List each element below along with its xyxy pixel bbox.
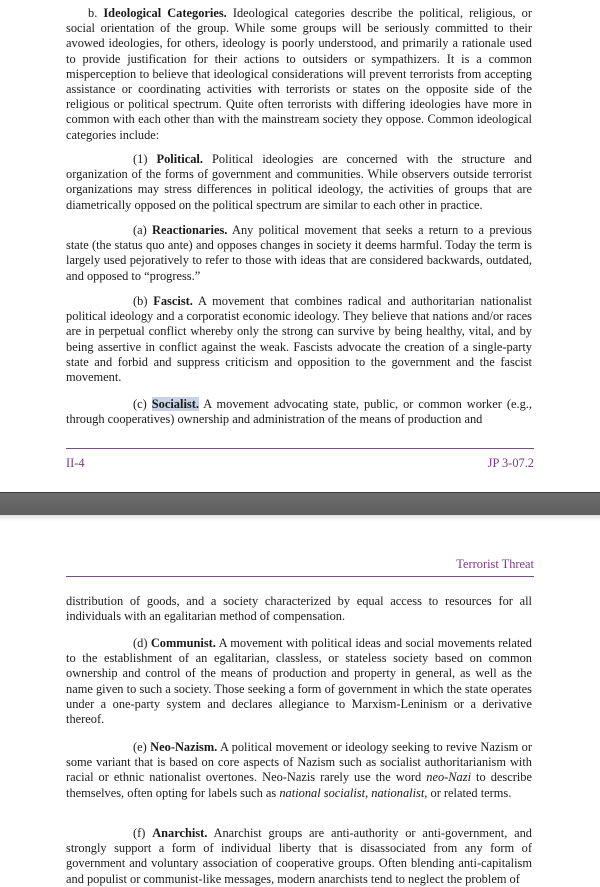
paragraph-heading-highlighted: Socialist. xyxy=(151,397,199,411)
paragraph-anarchist xyxy=(66,826,532,887)
paragraph-heading: Anarchist. xyxy=(152,826,208,840)
paragraph-communist xyxy=(66,636,532,727)
italic-term: nationalist xyxy=(371,785,425,800)
paragraph-number: (1) xyxy=(133,152,148,166)
paragraph-text: Ideological categories describe the political, religious, or social orientation of the group. While some groups will be seriously committed to their avowed ideologies, for others, ideology is poorly understood, and primarily a rationale used to provide justification for their actions to outsiders or sympathizers. It is a common misperception to believe that ideological considerations will prevent terrorists from accepting assistance or coordinating activities with terrorists or states on the opposite side of the religious or political spectrum. Quite often terrorists with differing ideologies have more in common with each other than with the mainstream society they oppose. Common ideological categories include: xyxy=(66,6,532,142)
paragraph-heading: Fascist. xyxy=(153,294,193,308)
page-shadow xyxy=(0,515,600,521)
paragraph-number: (a) xyxy=(133,223,147,237)
page-number: II-4 xyxy=(66,456,85,470)
paragraph-text: A movement advocating state, public, or common worker (e.g., through cooperatives) ownership and administration of the means of production and xyxy=(66,397,532,427)
paragraph-fascist xyxy=(66,294,532,385)
paragraph-number: (c) xyxy=(133,397,147,411)
paragraph-heading: Political. xyxy=(156,152,203,166)
running-header: Terrorist Threat xyxy=(456,557,534,571)
paragraph-text: to describe themselves, often opting for labels such as xyxy=(66,770,532,800)
paragraph-heading: Ideological Categories. xyxy=(103,6,227,20)
paragraph-number: (d) xyxy=(133,636,148,650)
paragraph-heading: Neo-Nazism. xyxy=(150,740,218,754)
paragraph-political xyxy=(66,152,532,213)
italic-term: national socialist xyxy=(279,785,366,800)
paragraph-text: A political movement or ideology seeking to revive Nazism or some variant that is based on core aspects of Nazism such as socialist authoritarianism with racial or ethnic nationalist overtones. Neo-Nazis rarely use the word xyxy=(66,740,532,785)
paragraph-text: Anarchist groups are anti-authority or anti-government, and strongly support a form of individual liberty that is disassociated from any form of government and voluntary association of cooperative groups. Often blending anti-capitalism and populist or communist-like messages, modern anarchists tend to neglect the problem of xyxy=(66,826,532,886)
paragraph-text: , or related terms. xyxy=(424,785,512,800)
paragraph-socialist xyxy=(66,397,532,427)
footer-rule xyxy=(66,448,534,449)
paragraph-text: distribution of goods, and a society characterized by equal access to resources for all individuals with an egalitarian method of compensation. xyxy=(66,594,532,624)
italic-term: neo-Nazi xyxy=(426,770,472,785)
paragraph-text: , xyxy=(365,785,372,800)
paragraph-text: A movement with political ideas and social movements related to the establishment of an egalitarian, classless, or stateless society based on common ownership and control of the means of production and property in general, as well as the name given to such a society. Those seeking a form of government in which the state operates under a one-party system and declares allegiance to Marxism-Leninism or a derivative thereof. xyxy=(66,636,532,727)
paragraph-number: (e) xyxy=(133,740,147,754)
paragraph-number: (f) xyxy=(133,826,146,840)
paragraph-number: (b) xyxy=(133,294,148,308)
paragraph-socialist-continued xyxy=(66,594,532,624)
paragraph-ideological-categories xyxy=(66,6,532,143)
paragraph-heading: Reactionaries. xyxy=(152,223,228,237)
paragraph-number: b. xyxy=(88,6,98,20)
paragraph-neo-nazism xyxy=(66,740,532,801)
paragraph-text: A movement that combines radical and authoritarian nationalist political ideology and a corporatist economic ideology. They believe that nations and/or races are in perpetual conflict whereby only the strong can survive by being healthy, vital, and by being assertive in conflict against the weak. Fascists advocate the creation of a single-party state and forbid and suppress criticism and opposition to the government and the fascist movement. xyxy=(66,294,532,385)
paragraph-heading: Communist. xyxy=(150,636,216,650)
paragraph-text: Any political movement that seeks a return to a previous state (the status quo ante) and opposes changes in society it deems harmful. Today the term is largely used pejoratively to refer to those with ideas that are considered backwards, outdated, and opposed to “progress.” xyxy=(66,223,532,283)
paragraph-text: Political ideologies are concerned with the structure and organization of the forms of government and communities. While observers outside terrorist organizations may stress differences in political ideology, the activities of groups that are diametrically opposed on the political spectrum are similar to each other in practice. xyxy=(66,152,532,212)
publication-id: JP 3-07.2 xyxy=(487,456,534,470)
page-gap xyxy=(0,492,600,516)
paragraph-reactionaries xyxy=(66,223,532,284)
header-rule xyxy=(66,576,534,577)
